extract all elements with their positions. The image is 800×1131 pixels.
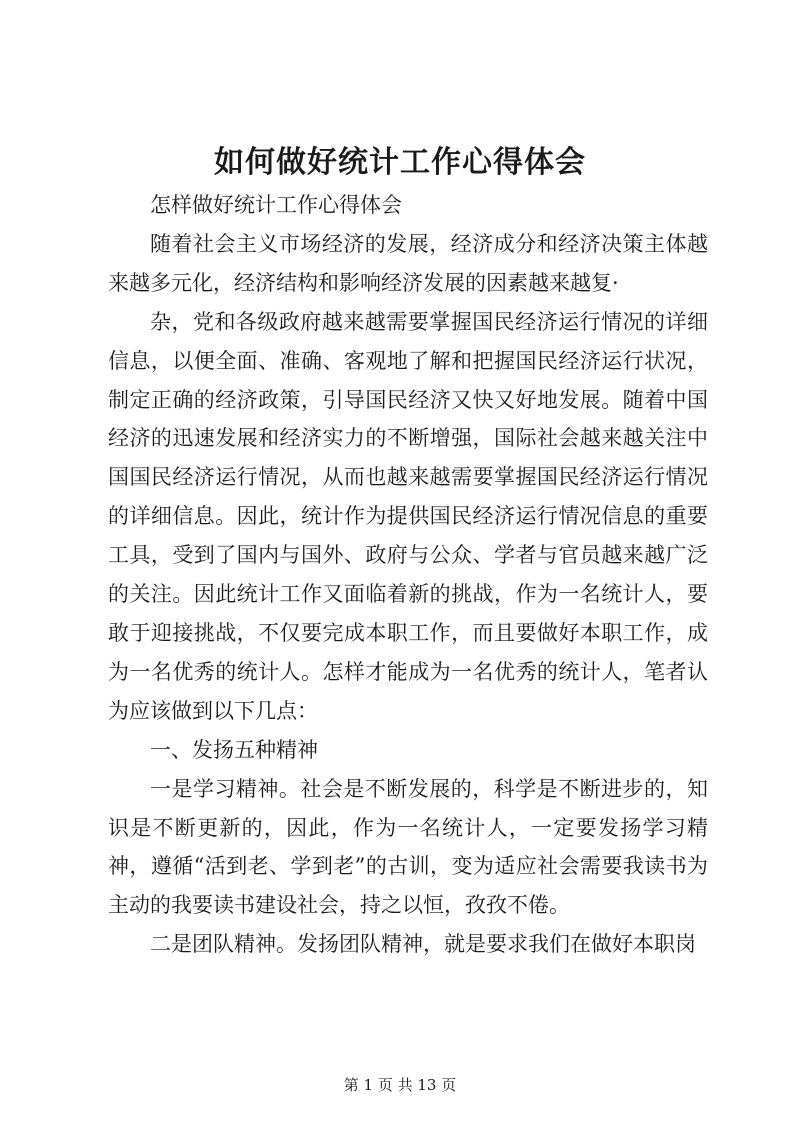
section-heading: 一、发扬五种精神 xyxy=(150,737,318,762)
paragraph-subtitle: 怎样做好统计工作心得体会 xyxy=(150,193,402,217)
paragraph-team-spirit: 二是团队精神。发扬团队精神，就是要求我们在做好本职岗 xyxy=(150,932,696,957)
paragraph-main: 杂，党和各级政府越来越需要掌握国民经济运行情况的详细信息，以便全面、准确、客观地了解和把握国民经济运行状况，制定正确的经济政策，引导国民经济又快又好地发展。随着中国经济的迅速发展和经济实力的不断增强，国际社会越来越关注中国国民经济运行情况，从而也越来越需要掌握国民经济运行情况的详细信息。因此，统计作为提供国民经济运行情况信息的重要工具，受到了国内与国外、政府与公众、学者与官员越来越广泛的关注。因此统计工作又面临着新的挑战，作为一名统计人，要敢于迎接挑战，不仅要完成本职工作，而且要做好本职工作，成为一名优秀的统计人。怎样才能成为一名优秀的统计人，笔者认为应该做到以下几点： xyxy=(108,309,708,723)
document-body xyxy=(108,186,708,964)
page-number-footer: 第 1 页 共 13 页 xyxy=(343,1076,457,1094)
paragraph-learning-spirit: 一是学习精神。社会是不断发展的，科学是不断进步的，知识是不断更新的，因此，作为一名统计人，一定要发扬学习精神，遵循“活到老、学到老”的古训，变为适应社会需要我读书为主动的我要读书建设社会，持之以恒，孜孜不倦。 xyxy=(108,776,708,918)
paragraph-intro: 随着社会主义市场经济的发展，经济成分和经济决策主体越来越多元化，经济结构和影响经济发展的因素越来越复· xyxy=(108,231,708,295)
document-title: 如何做好统计工作心得体会 xyxy=(214,145,586,180)
